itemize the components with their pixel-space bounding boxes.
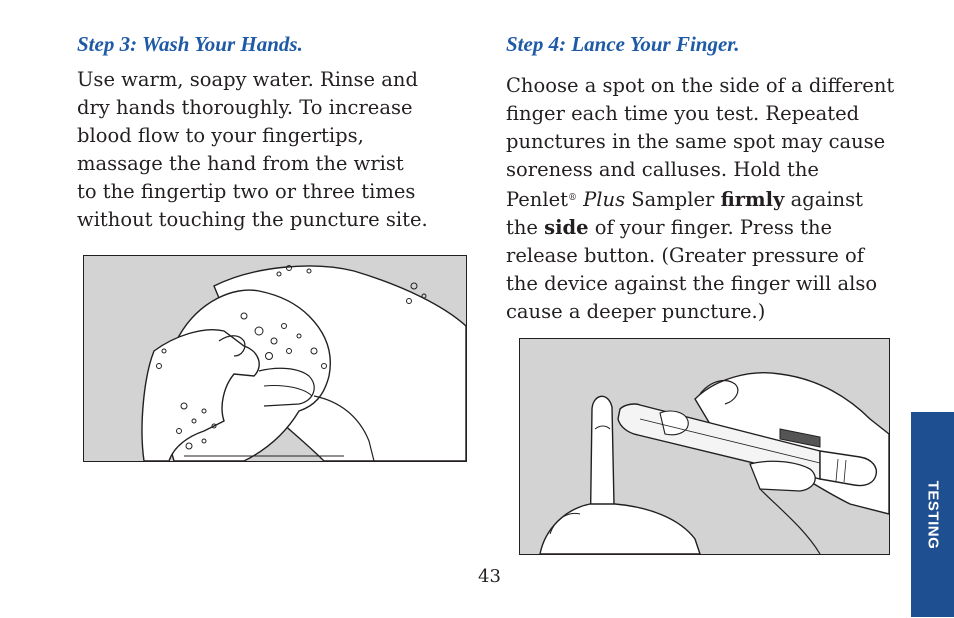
registered-mark: ®	[567, 193, 577, 203]
step4-line: finger each time you test. Repeated	[506, 102, 860, 125]
step4-line: cause a deeper puncture.)	[506, 300, 766, 323]
step3-line: massage the hand from the wrist	[77, 152, 404, 175]
step4-line-6	[506, 214, 894, 242]
step4-line: soreness and calluses. Hold the	[506, 158, 819, 181]
step4-title: Step 4: Lance Your Finger.	[506, 32, 740, 56]
step4-line-5	[506, 184, 894, 214]
step4-paragraph	[506, 72, 894, 326]
section-tab[interactable]	[911, 412, 954, 617]
step3-line: blood flow to your fingertips,	[77, 124, 364, 147]
step4-text: against	[784, 188, 863, 211]
lancing-illustration	[519, 338, 890, 555]
emphasis-firmly: firmly	[720, 188, 785, 211]
soapy-hands-icon	[84, 256, 466, 461]
step4-line: release button. (Greater pressure of	[506, 244, 864, 267]
step4-text: Sampler	[625, 188, 721, 211]
brand-plus: Plus	[583, 188, 626, 211]
step3-line: dry hands thoroughly. To increase	[77, 96, 413, 119]
emphasis-side: side	[544, 216, 589, 239]
page-number: 43	[478, 566, 501, 587]
brand-name: Penlet	[506, 188, 568, 211]
hand-washing-illustration	[83, 255, 467, 462]
step3-line: Use warm, soapy water. Rinse and	[77, 68, 418, 91]
step4-line: punctures in the same spot may cause	[506, 130, 886, 153]
section-tab-label: TESTING	[924, 480, 941, 549]
step4-text: the	[506, 216, 545, 239]
step3-paragraph	[77, 66, 428, 234]
step3-line: to the fingertip two or three times	[77, 180, 416, 203]
step4-line: Choose a spot on the side of a different	[506, 74, 895, 97]
step3-line: without touching the puncture site.	[77, 208, 428, 231]
step4-text: of your finger. Press the	[588, 216, 833, 239]
lancing-device-icon	[520, 339, 889, 554]
step3-title: Step 3: Wash Your Hands.	[77, 32, 303, 56]
step4-line: the device against the finger will also	[506, 272, 878, 295]
